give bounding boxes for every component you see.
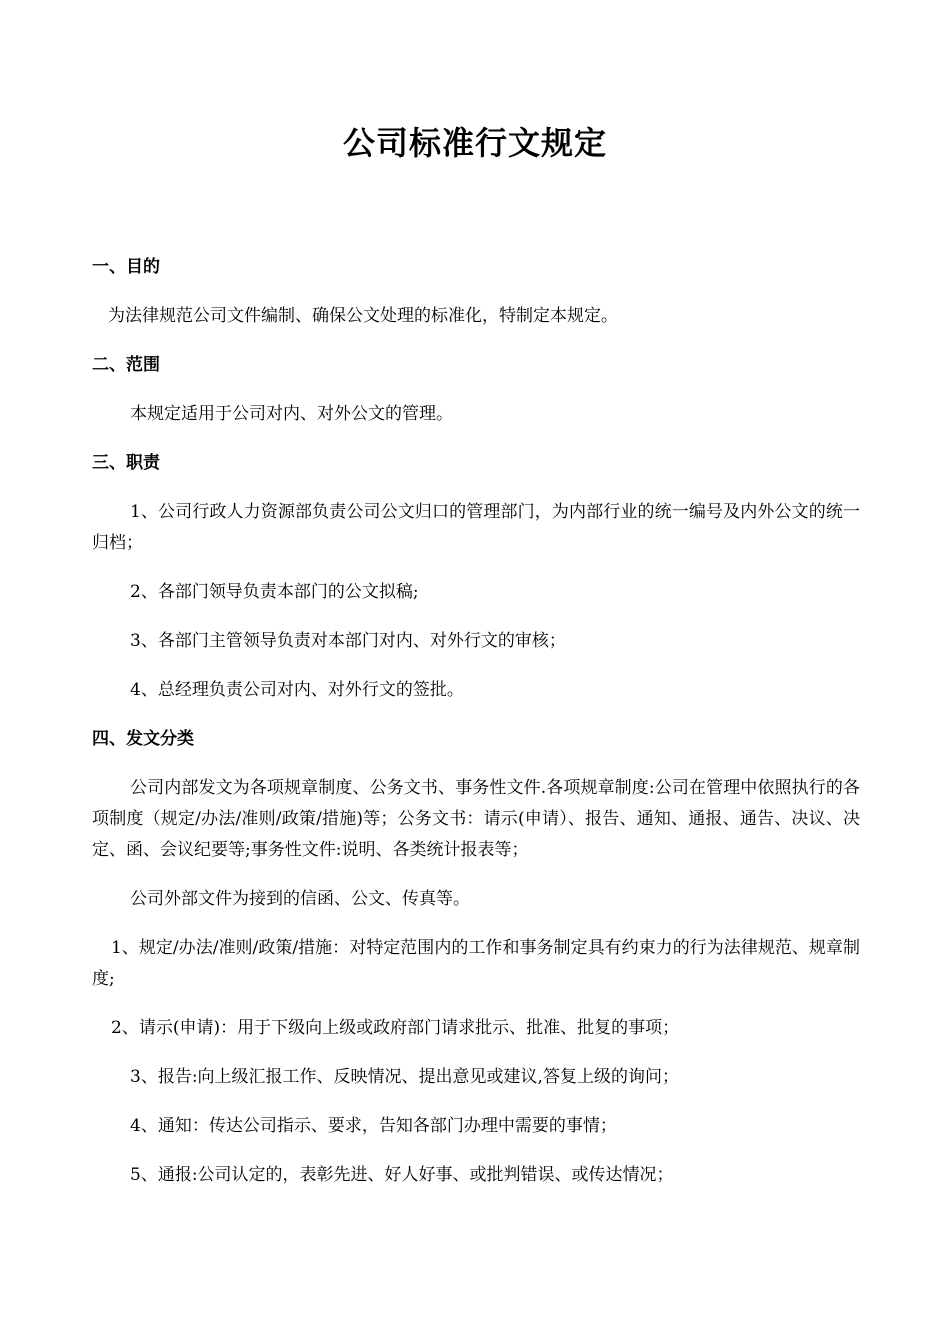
classification-item-3: 3、报告:向上级汇报工作、反映情况、提出意见或建议,答复上级的询问； xyxy=(130,1067,679,1087)
purpose-paragraph: 为法律规范公司文件编制、确保公文处理的标准化，特制定本规定。 xyxy=(108,306,618,326)
responsibility-item-2: 2、各部门领导负责本部门的公文拟稿; xyxy=(130,582,419,602)
responsibility-item-3: 3、各部门主管领导负责对本部门对内、对外行文的审核； xyxy=(130,631,566,651)
responsibility-item-4: 4、总经理负责公司对内、对外行文的签批。 xyxy=(130,680,464,700)
document-body xyxy=(92,252,860,1209)
classification-item-1: 1、规定/办法/准则/政策/措施：对特定范围内的工作和事务制定具有约束力的行为法律规范、规章制度; xyxy=(92,938,860,989)
section-heading-scope: 二、范围 xyxy=(92,355,160,375)
classification-item-5: 5、通报:公司认定的，表彰先进、好人好事、或批判错误、或传达情况； xyxy=(130,1165,674,1185)
responsibility-item-1: 1、公司行政人力资源部负责公司公文归口的管理部门，为内部行业的统一编号及内外公文的统一归档； xyxy=(92,502,860,553)
section-heading-responsibilities: 三、职责 xyxy=(92,453,160,473)
document-title: 公司标准行文规定 xyxy=(342,124,607,162)
scope-paragraph: 本规定适用于公司对内、对外公文的管理。 xyxy=(130,404,453,424)
classification-paragraph-internal: 公司内部发文为各项规章制度、公务文书、事务性文件.各项规章制度:公司在管理中依照执行的各项制度（规定/办法/准则/政策/措施)等；公务文书：请示(申请）、报告、通知、通报、通告、决议、决定、函、会议纪要等;事务性文件:说明、各类统计报表等； xyxy=(92,778,860,860)
classification-item-4: 4、通知：传达公司指示、要求，告知各部门办理中需要的事情； xyxy=(130,1116,617,1136)
classification-paragraph-external: 公司外部文件为接到的信函、公文、传真等。 xyxy=(130,889,470,909)
section-heading-classification: 四、发文分类 xyxy=(92,729,194,749)
section-heading-purpose: 一、目的 xyxy=(92,257,160,277)
classification-item-2: 2、请示(申请)：用于下级向上级或政府部门请求批示、批准、批复的事项； xyxy=(111,1018,680,1038)
